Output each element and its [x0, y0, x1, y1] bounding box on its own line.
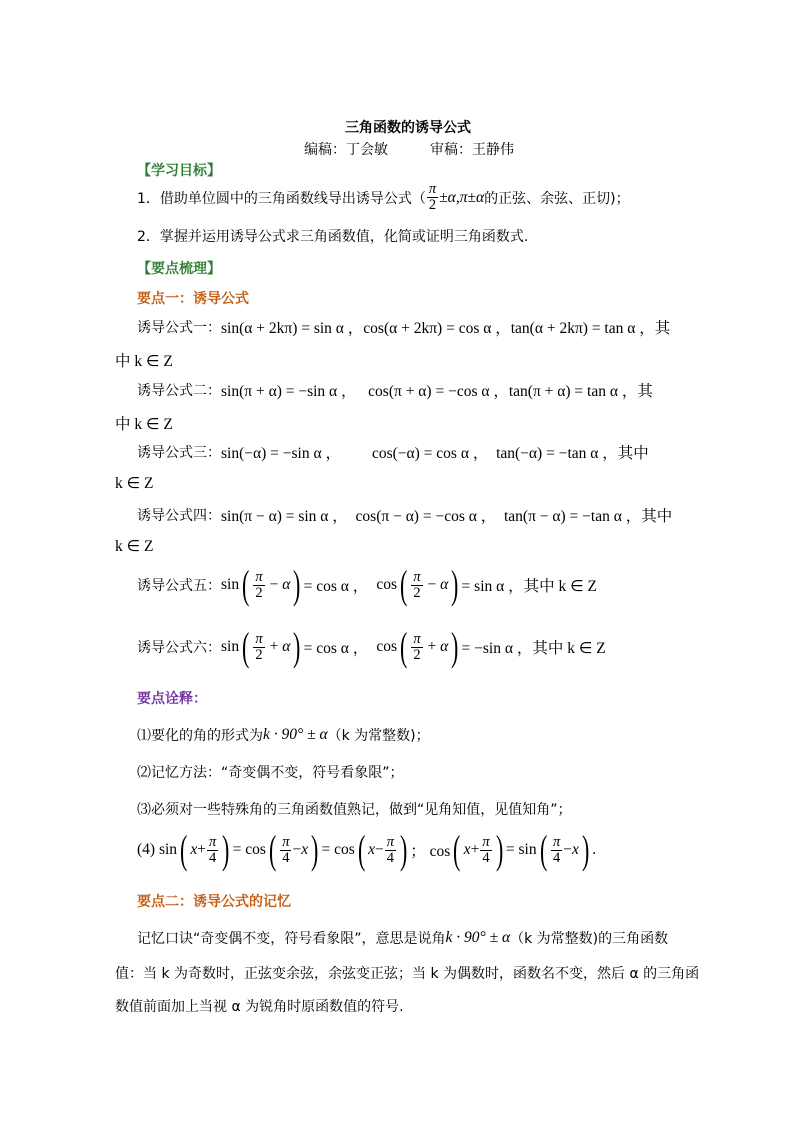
goal1-post: 的正弦、余弦、正切)；	[484, 190, 630, 207]
f3-cont: k ∈ Z	[115, 475, 154, 492]
editor: 编稿：丁会敏	[304, 142, 388, 158]
f5-a: = cos α ，	[303, 578, 369, 595]
goal1-pre: 1．借助单位圆中的三角函数线导出诱导公式（	[137, 190, 426, 207]
f1-expr: sin(α + 2kπ) = sin α ，cos(α + 2kπ) = cos α ，tan(α + 2kπ) = tan α ，其	[221, 320, 671, 337]
f1-cont: 中 k ∈ Z	[115, 353, 173, 370]
explain-heading: 要点诠释：	[137, 691, 207, 707]
f6-b: = −sin α ，其中 k ∈ Z	[461, 640, 606, 657]
point2-line-2: 值：当 k 为奇数时，正弦变余弦，余弦变正弦；当 k 为偶数时，函数名不变，然后 α 的三角函	[115, 966, 700, 982]
point2-line-1	[137, 928, 668, 948]
reviewer: 审稿：王静伟	[430, 142, 514, 158]
explain-1	[137, 725, 430, 745]
e4-label: (4)	[137, 841, 156, 858]
explain-4: (4) sin ( x + $\frac{\pi}{4}$ ) = cos ( $\frac{\pi}{4}$ − x ) = cos ( x − $\frac{\pi}{4}$ ) ； cos ( x + $\frac{\pi}{4}$ ) = sin ( $\frac{\pi}{4}$ − x ) .	[137, 827, 597, 872]
point2-heading: 要点二：诱导公式的记忆	[137, 894, 291, 910]
f2-cont: 中 k ∈ Z	[115, 416, 173, 433]
p1-pre: 记忆口诀“奇变偶不变，符号看象限”，意思是说角	[137, 931, 446, 947]
point1-heading: 要点一：诱导公式	[137, 291, 249, 307]
e1-math: k · 90° ± α	[263, 726, 328, 743]
goals-heading: 【学习目标】	[137, 163, 221, 179]
f5-label: 诱导公式五：	[137, 578, 221, 594]
f4-expr: sin(π − α) = sin α ， cos(π − α) = −cos α ， tan(π − α) = −tan α ，其中	[221, 508, 673, 525]
f4-label: 诱导公式四：	[137, 508, 221, 524]
explain-3: ⑶必须对一些特殊角的三角函数值熟记，做到“见角知值，见值知角”；	[137, 802, 572, 818]
e1-post: （k 为常整数)；	[327, 728, 430, 744]
points-heading: 【要点梳理】	[137, 261, 221, 277]
f2-label: 诱导公式二：	[137, 383, 221, 399]
doc-title: 三角函数的诱导公式	[345, 120, 471, 136]
goal-item-1	[137, 182, 630, 213]
pi-over-2-fraction: $\frac{\pi}{2}$	[428, 181, 437, 213]
goal1-math: ±α,π±α	[439, 188, 485, 206]
goal-item-2: 2．掌握并运用诱导公式求三角函数值，化简或证明三角函数式.	[137, 229, 529, 245]
formula-3	[137, 441, 649, 463]
formula-4	[137, 504, 672, 526]
e1-pre: ⑴要化的角的形式为	[137, 728, 263, 744]
p1-math: k · 90° ± α	[445, 929, 511, 946]
p1-post: （k 为常整数)的三角函数	[510, 931, 669, 947]
f2-expr: sin(π + α) = −sin α ， cos(π + α) = −cos α ，tan(π + α) = tan α ，其	[221, 383, 653, 400]
f6-label: 诱导公式六：	[137, 640, 221, 656]
explain-2: ⑵记忆方法：“奇变偶不变，符号看象限”；	[137, 765, 404, 781]
f6-a: = cos α ，	[303, 640, 369, 657]
f3-label: 诱导公式三：	[137, 445, 221, 461]
formula-5: 诱导公式五： sin ( $\frac{\pi}{2}$ − α ) = cos α ， cos ( $\frac{\pi}{2}$ − α ) = sin α ，其中 k ∈ Z	[137, 562, 597, 607]
f5-b: = sin α ，其中 k ∈ Z	[461, 578, 597, 595]
f4-cont: k ∈ Z	[115, 538, 154, 555]
f3-expr: sin(−α) = −sin α ， cos(−α) = cos α ， tan(−α) = −tan α ，其中	[221, 445, 649, 462]
formula-2	[137, 379, 653, 401]
f1-label: 诱导公式一：	[137, 320, 221, 336]
formula-1	[137, 316, 670, 338]
point2-line-3: 数值前面加上当视 α 为锐角时原函数值的符号.	[115, 999, 404, 1015]
formula-6: 诱导公式六： sin ( $\frac{\pi}{2}$ + α ) = cos α ， cos ( $\frac{\pi}{2}$ + α ) = −sin α ，其中 k ∈ Z	[137, 624, 606, 669]
